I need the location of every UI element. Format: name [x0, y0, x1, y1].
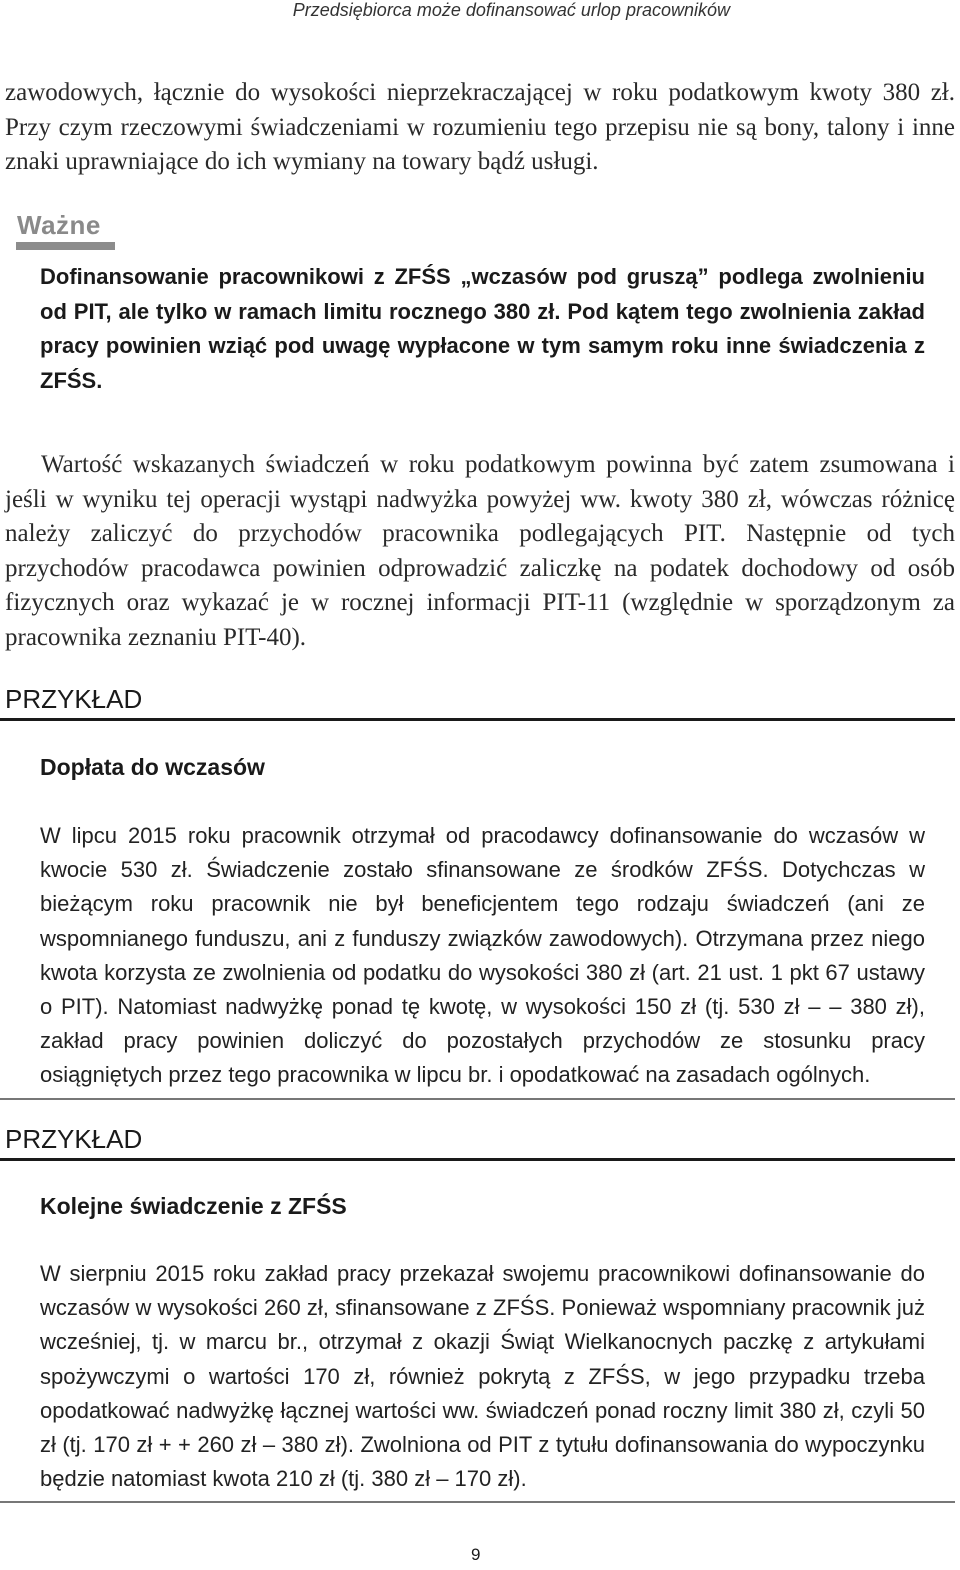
- example-title: Kolejne świadczenie z ZFŚS: [40, 1193, 347, 1219]
- example-body: W sierpniu 2015 roku zakład pracy przekazał swojemu pracownikowi dofinansowanie do wczasów w wysokości 260 zł, sfinansowane z ZFŚS. Ponieważ wspomniany pracownik już wcześniej, tj. w marcu br., otrzymał z okazji Świąt Wielkanocnych paczkę z artykułami spożywczymi o wartości 170 zł, również pokrytą z ZFŚS, w jego przypadku trzeba opodatkować nadwyżkę łącznej wartości ww. świadczeń ponad roczny limit 380 zł, czyli 50 zł (tj. 170 zł + + 260 zł – 380 zł). Zwolniona od PIT z tytułu dofinansowania do wypoczynku będzie natomiast kwota 210 zł (tj. 380 zł – 170 zł).: [40, 1261, 925, 1492]
- example-heading-rule: [0, 1158, 955, 1161]
- important-label: Ważne: [17, 210, 101, 240]
- example-heading: PRZYKŁAD: [5, 684, 143, 714]
- important-text: Dofinansowanie pracownikowi z ZFŚS „wczasów pod gruszą” podlega zwolnieniu od PIT, ale tylko w ramach limitu rocznego 380 zł. Pod kątem tego zwolnienia zakład pracy powinien wziąć pod uwagę wypłacone w tym samym roku inne świadczenia z ZFŚS.: [40, 264, 925, 393]
- main-paragraph: Wartość wskazanych świadczeń w roku podatkowym powinna być zatem zsumowana i jeśli w wyniku tej operacji wystąpi nadwyżka powyżej ww. kwoty 380 zł, wówczas różnicę należy zaliczyć do przychodów pracownika podlegających PIT. Następnie od tych przychodów pracodawca powinien odprowadzić zaliczkę na podatek dochodowy od osób fizycznych oraz wykazać je w rocznej informacji PIT-11 (względnie w sporządzonym za pracownika zeznaniu PIT-40).: [5, 451, 955, 651]
- important-label-bar: [16, 242, 115, 250]
- example-bottom-rule: [0, 1501, 955, 1503]
- intro-paragraph: zawodowych, łącznie do wysokości nieprzekraczającej w roku podatkowym kwoty 380 zł. Przy czym rzeczowymi świadczeniami w rozumieniu tego przepisu nie są bony, talony i inne znaki uprawniające do ich wymiany na towary bądź usługi.: [5, 79, 955, 175]
- example-bottom-rule: [0, 1098, 955, 1100]
- page-number: 9: [471, 1545, 481, 1564]
- running-header: [0, 0, 960, 24]
- example-body: W lipcu 2015 roku pracownik otrzymał od pracodawcy dofinansowanie do wczasów w kwocie 530 zł. Świadczenie zostało sfinansowane ze środków ZFŚS. Dotychczas w bieżącym roku pracownik nie był beneficjentem tego rodzaju świadczeń (ani ze wspomnianego funduszu, ani z funduszy związków zawodowych). Otrzymana przez niego kwota korzysta ze zwolnienia od podatku do wysokości 380 zł (art. 21 ust. 1 pkt 67 ustawy o PIT). Natomiast nadwyżkę ponad tę kwotę, w wysokości 150 zł (tj. 530 zł – – 380 zł), zakład pracy powinien doliczyć do pozostałych przychodów ze stosunku pracy osiągniętych przez tego pracownika w lipcu br. i opodatkować na zasadach ogólnych.: [40, 823, 925, 1088]
- example-heading: PRZYKŁAD: [5, 1124, 143, 1154]
- example-heading-rule: [0, 718, 955, 721]
- example-title: Dopłata do wczasów: [40, 754, 265, 780]
- running-title: Przedsiębiorca może dofinansować urlop pracowników: [292, 0, 730, 20]
